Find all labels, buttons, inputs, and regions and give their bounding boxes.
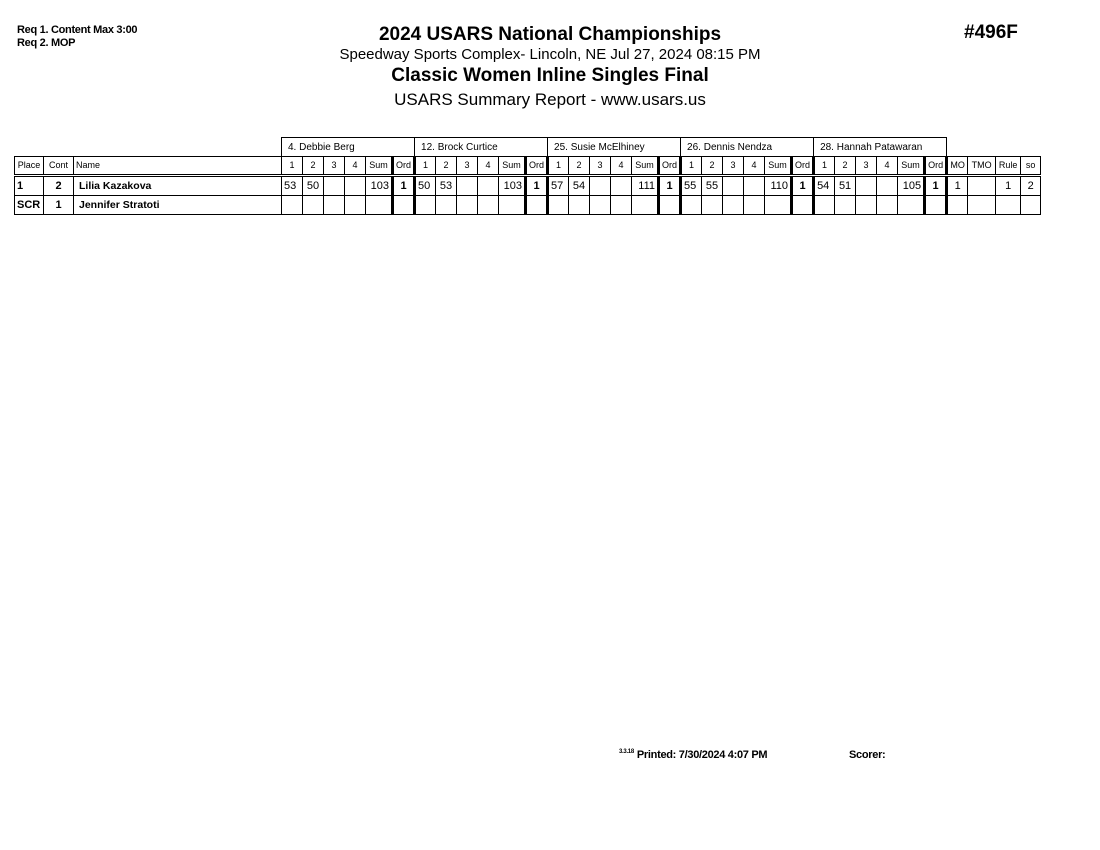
score-cell bbox=[681, 196, 702, 215]
judge-column-header: 1 bbox=[814, 157, 835, 176]
place-header: Place bbox=[15, 157, 44, 176]
column-header-row bbox=[15, 157, 1041, 176]
judge-name: 12. Brock Curtice bbox=[415, 138, 548, 157]
judge-column-header: Sum bbox=[765, 157, 792, 176]
judge-name: 28. Hannah Patawaran bbox=[814, 138, 947, 157]
score-cell bbox=[457, 176, 478, 196]
so-cell: 2 bbox=[1021, 176, 1041, 196]
sum-cell: 103 bbox=[499, 176, 526, 196]
score-cell bbox=[744, 196, 765, 215]
score-cell bbox=[548, 196, 569, 215]
judge-column-header: 1 bbox=[548, 157, 569, 176]
name-cell: Lilia Kazakova bbox=[74, 176, 282, 196]
score-cell bbox=[877, 176, 898, 196]
mo-cell bbox=[947, 196, 968, 215]
printed-stamp bbox=[619, 749, 767, 761]
judge-header-spacer bbox=[947, 138, 1041, 157]
tmo-header: TMO bbox=[968, 157, 996, 176]
sum-cell bbox=[898, 196, 925, 215]
place-cell: 1 bbox=[15, 176, 44, 196]
score-cell bbox=[611, 196, 632, 215]
ordinal-cell bbox=[393, 196, 415, 215]
ordinal-cell bbox=[526, 196, 548, 215]
judge-column-header: 2 bbox=[569, 157, 590, 176]
cont-header: Cont bbox=[44, 157, 74, 176]
score-cell: 55 bbox=[681, 176, 702, 196]
judge-column-header: Ord bbox=[792, 157, 814, 176]
sum-cell: 105 bbox=[898, 176, 925, 196]
judge-header-row bbox=[15, 138, 1041, 157]
score-cell bbox=[282, 196, 303, 215]
report-title: USARS Summary Report - www.usars.us bbox=[394, 90, 706, 109]
judge-column-header: 4 bbox=[611, 157, 632, 176]
tmo-cell bbox=[968, 196, 996, 215]
judge-column-header: 3 bbox=[723, 157, 744, 176]
table-row bbox=[15, 176, 1041, 196]
cont-cell: 1 bbox=[44, 196, 74, 215]
place-cell: SCR bbox=[15, 196, 44, 215]
sum-cell bbox=[765, 196, 792, 215]
score-cell bbox=[814, 196, 835, 215]
judge-column-header: Sum bbox=[898, 157, 925, 176]
score-cell bbox=[303, 196, 324, 215]
results-table bbox=[14, 137, 1041, 215]
judge-name: 26. Dennis Nendza bbox=[681, 138, 814, 157]
judge-column-header: 1 bbox=[681, 157, 702, 176]
ordinal-cell: 1 bbox=[526, 176, 548, 196]
mo-cell: 1 bbox=[947, 176, 968, 196]
score-cell bbox=[835, 196, 856, 215]
score-cell bbox=[478, 176, 499, 196]
ordinal-cell: 1 bbox=[393, 176, 415, 196]
printed-date: Printed: 7/30/2024 4:07 PM bbox=[636, 749, 768, 761]
score-cell bbox=[723, 176, 744, 196]
judge-column-header: 2 bbox=[702, 157, 723, 176]
name-header: Name bbox=[74, 157, 282, 176]
score-cell bbox=[590, 176, 611, 196]
ordinal-cell: 1 bbox=[792, 176, 814, 196]
judge-column-header: Ord bbox=[393, 157, 415, 176]
judge-column-header: 3 bbox=[324, 157, 345, 176]
judge-column-header: 4 bbox=[877, 157, 898, 176]
rule-header: Rule bbox=[996, 157, 1021, 176]
judge-column-header: 3 bbox=[856, 157, 877, 176]
score-cell bbox=[744, 176, 765, 196]
score-cell bbox=[856, 196, 877, 215]
event-title: Classic Women Inline Singles Final bbox=[391, 65, 709, 86]
rule-cell: 1 bbox=[996, 176, 1021, 196]
venue-line: Speedway Sports Complex- Lincoln, NE Jul 27, 2024 08:15 PM bbox=[339, 46, 761, 63]
scorer-label: Scorer: bbox=[849, 749, 886, 761]
sum-cell bbox=[499, 196, 526, 215]
score-cell: 55 bbox=[702, 176, 723, 196]
score-cell: 53 bbox=[436, 176, 457, 196]
judge-column-header: 2 bbox=[436, 157, 457, 176]
championship-title: 2024 USARS National Championships bbox=[378, 24, 722, 45]
judge-column-header: Ord bbox=[526, 157, 548, 176]
ordinal-cell: 1 bbox=[925, 176, 947, 196]
judge-column-header: Sum bbox=[632, 157, 659, 176]
rule-cell bbox=[996, 196, 1021, 215]
sum-cell bbox=[632, 196, 659, 215]
sum-cell: 110 bbox=[765, 176, 792, 196]
score-cell bbox=[611, 176, 632, 196]
judge-column-header: 2 bbox=[835, 157, 856, 176]
score-cell bbox=[324, 196, 345, 215]
score-cell bbox=[345, 176, 366, 196]
score-cell bbox=[877, 196, 898, 215]
judge-column-header: 4 bbox=[345, 157, 366, 176]
score-cell: 57 bbox=[548, 176, 569, 196]
requirements bbox=[17, 24, 137, 50]
so-cell bbox=[1021, 196, 1041, 215]
judge-column-header: Sum bbox=[366, 157, 393, 176]
score-cell bbox=[856, 176, 877, 196]
judge-column-header: 3 bbox=[457, 157, 478, 176]
judge-column-header: 4 bbox=[478, 157, 499, 176]
judge-column-header: 3 bbox=[590, 157, 611, 176]
sum-cell bbox=[366, 196, 393, 215]
score-cell bbox=[436, 196, 457, 215]
judge-name: 25. Susie McElhiney bbox=[548, 138, 681, 157]
requirement-1: Req 1. Content Max 3:00 bbox=[17, 24, 138, 36]
score-cell bbox=[415, 196, 436, 215]
score-cell bbox=[457, 196, 478, 215]
ordinal-cell bbox=[925, 196, 947, 215]
ordinal-cell bbox=[659, 196, 681, 215]
event-number: #496F bbox=[964, 22, 1018, 43]
sum-cell: 111 bbox=[632, 176, 659, 196]
score-cell bbox=[345, 196, 366, 215]
sum-cell: 103 bbox=[366, 176, 393, 196]
judge-name: 4. Debbie Berg bbox=[282, 138, 415, 157]
judge-header-spacer bbox=[15, 138, 282, 157]
requirement-2: Req 2. MOP bbox=[17, 37, 76, 49]
score-cell: 53 bbox=[282, 176, 303, 196]
judge-column-header: 1 bbox=[415, 157, 436, 176]
score-cell: 54 bbox=[569, 176, 590, 196]
score-cell: 51 bbox=[835, 176, 856, 196]
judge-column-header: 1 bbox=[282, 157, 303, 176]
name-cell: Jennifer Stratoti bbox=[74, 196, 282, 215]
score-cell bbox=[590, 196, 611, 215]
score-cell: 50 bbox=[415, 176, 436, 196]
so-header: so bbox=[1021, 157, 1041, 176]
score-cell bbox=[723, 196, 744, 215]
score-cell bbox=[478, 196, 499, 215]
mo-header: MO bbox=[947, 157, 968, 176]
ordinal-cell bbox=[792, 196, 814, 215]
score-cell bbox=[702, 196, 723, 215]
judge-column-header: 4 bbox=[744, 157, 765, 176]
score-cell: 50 bbox=[303, 176, 324, 196]
table-row bbox=[15, 196, 1041, 215]
score-cell bbox=[569, 196, 590, 215]
tmo-cell bbox=[968, 176, 996, 196]
judge-column-header: Sum bbox=[499, 157, 526, 176]
judge-column-header: Ord bbox=[659, 157, 681, 176]
cont-cell: 2 bbox=[44, 176, 74, 196]
software-version: 3.3.18 bbox=[619, 749, 634, 756]
score-cell bbox=[324, 176, 345, 196]
ordinal-cell: 1 bbox=[659, 176, 681, 196]
score-cell: 54 bbox=[814, 176, 835, 196]
judge-column-header: Ord bbox=[925, 157, 947, 176]
judge-column-header: 2 bbox=[303, 157, 324, 176]
